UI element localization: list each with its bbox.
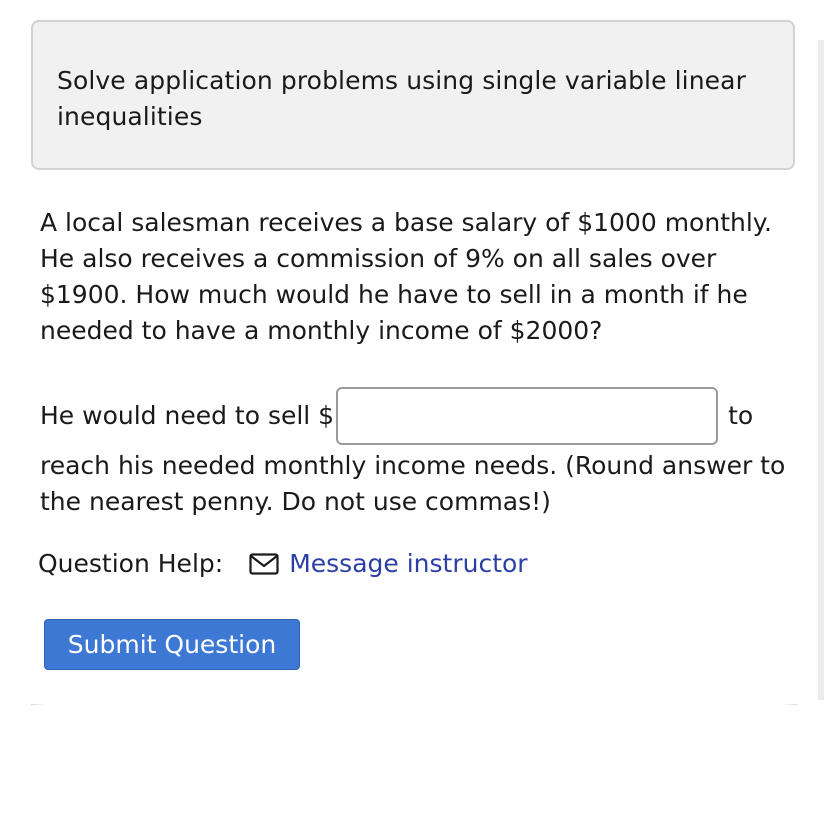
answer-input[interactable] <box>336 387 718 445</box>
answer-suffix: to <box>728 401 754 430</box>
problem-statement: A local salesman receives a base salary of $1000 monthly. He also receives a commission of 9% on all sales over $1900. How much would he have to sell in a month if he needed to have a monthly income of $2000? <box>40 208 772 345</box>
mail-icon[interactable] <box>249 553 279 575</box>
answer-instructions: reach his needed monthly income needs. (Round answer to the nearest penny. Do not use commas!) <box>40 451 786 516</box>
submit-question-button[interactable]: Submit Question <box>44 619 300 670</box>
scrollbar-track[interactable] <box>818 40 824 700</box>
question-title: Solve application problems using single variable linear inequalities <box>57 66 746 131</box>
question-header <box>31 20 795 170</box>
answer-block <box>40 386 800 520</box>
answer-prefix: He would need to sell $ <box>40 401 335 430</box>
answer-row <box>40 386 800 446</box>
divider <box>31 704 797 705</box>
question-help <box>38 546 528 582</box>
message-instructor-link[interactable]: Message instructor <box>289 549 528 578</box>
question-help-label: Question Help: <box>38 549 224 578</box>
